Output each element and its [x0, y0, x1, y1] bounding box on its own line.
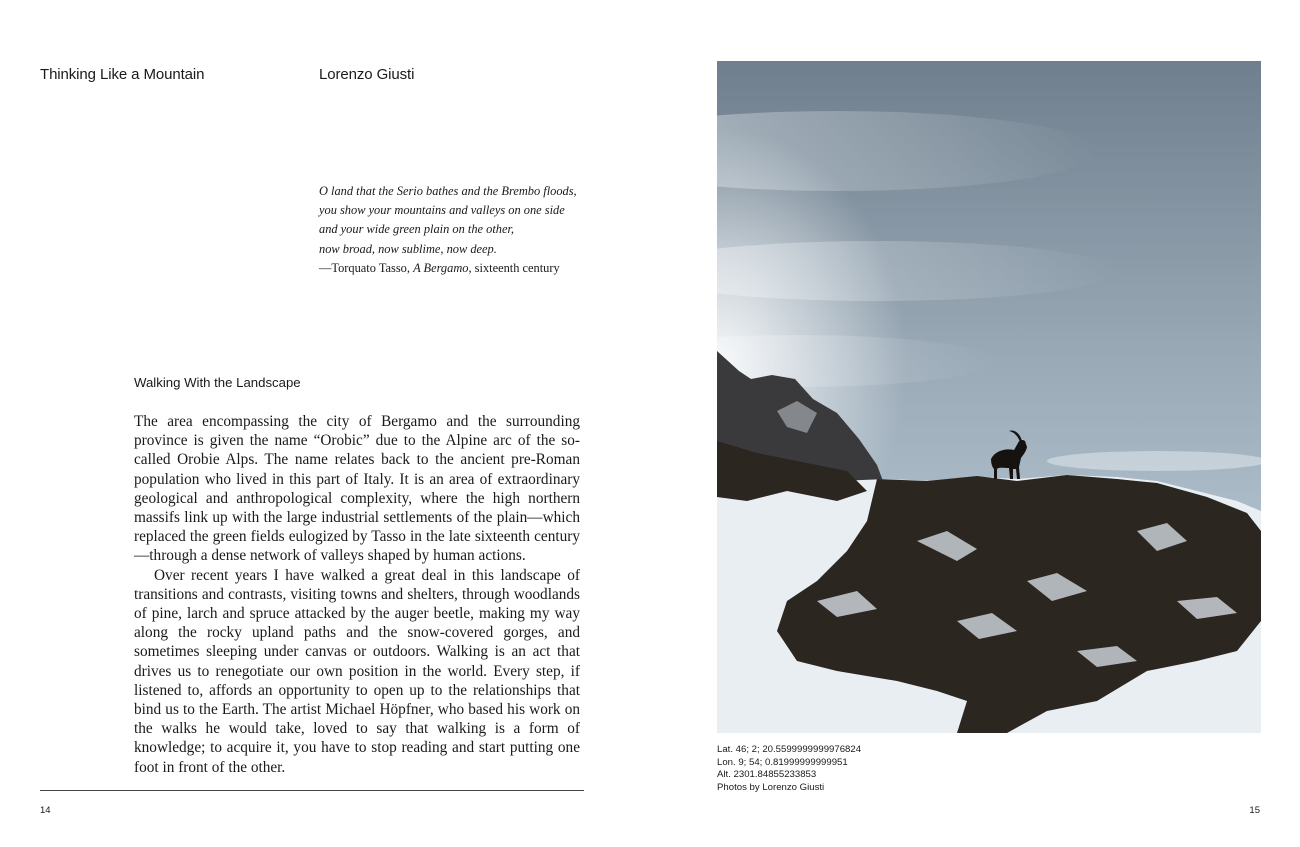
- photo-caption: [717, 744, 861, 794]
- epigraph: [319, 182, 589, 278]
- caption-altitude: Alt. 2301.84855233853: [717, 769, 817, 781]
- caption-photo-credit: Photos by Lorenzo Giusti: [717, 781, 825, 793]
- body-paragraph: The area encompassing the city of Bergamo and the surrounding province is given the name “Orobic” due to the Alpine arc of the so-called Orobie Alps. The name relates back to the ancient pre-Roman population who lived in this part of Italy. It is an area of extraordinary geological and anthropological complexity, where the high northern massifs link up with the large industrial settlements of the plain—which replaced the green fields eulogized by Tasso in the late sixteenth century—through a dense network of valleys shaped by human actions.: [134, 413, 580, 565]
- page-number-left: 14: [40, 805, 51, 816]
- body-paragraph: Over recent years I have walked a great deal in this landscape of transitions and contrasts, visiting towns and shelters, through woodlands of pine, larch and spruce attacked by the auger beetle, making my way along the rocky upland paths and the snow-covered gorges, and sometimes sleeping under canvas or outdoors. Walking is an act that drives us to renegotiate our own position in the world. Every step, if listened to, affords an opportunity to open up to the relationships that bind us to the Earth. The artist Michael Höpfner, who based his work on the walks he would take, loved to say that walking is a form of knowledge; to acquire it, you have to stop reading and start putting one foot in front of the other.: [134, 566, 580, 776]
- author-name: Lorenzo Giusti: [319, 66, 415, 83]
- footer-rule: [40, 790, 584, 791]
- attribution-work: A Bergamo: [413, 260, 469, 275]
- epigraph-line: O land that the Serio bathes and the Brembo floods,: [319, 184, 577, 198]
- epigraph-attribution: [319, 259, 589, 278]
- attribution-date: , sixteenth century: [468, 260, 560, 275]
- page-number-right: 15: [1249, 805, 1260, 816]
- epigraph-line: now broad, now sublime, now deep.: [319, 241, 497, 256]
- book-title: Thinking Like a Mountain: [40, 66, 205, 83]
- attribution-author: —Torquato Tasso,: [319, 260, 414, 275]
- epigraph-line: you show your mountains and valleys on one side: [319, 203, 565, 218]
- caption-latitude: Lat. 46; 2; 20.5599999999976824: [717, 744, 862, 755]
- caption-longitude: Lon. 9; 54; 0.81999999999951: [717, 756, 848, 768]
- epigraph-line: and your wide green plain on the other,: [319, 222, 515, 237]
- mountain-ibex-photo: [717, 61, 1261, 733]
- section-heading: Walking With the Landscape: [134, 375, 301, 390]
- body-text: [134, 412, 580, 777]
- photo-illustration: [717, 61, 1261, 733]
